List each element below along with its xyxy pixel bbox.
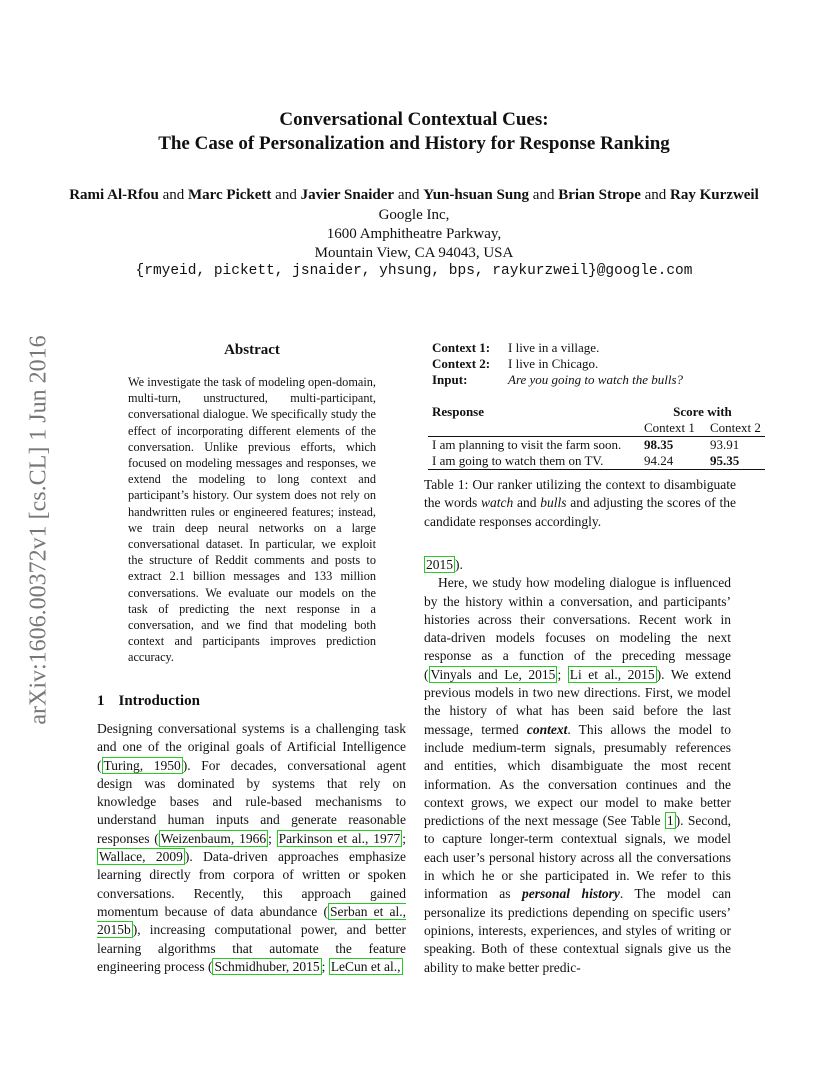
author-list: Rami Al-Rfou and Marc Pickett and Javier Snaider and Yun-hsuan Sung and Brian Strope and Ray Kurzweil [69,187,759,203]
author: Rami Al-Rfou [69,187,159,203]
citation-link[interactable]: LeCun et al., [330,958,401,974]
abstract-heading: Abstract [224,342,280,358]
author: Marc Pickett [187,187,272,203]
intro-paragraph-left: Designing conversational systems is a challenging task and one of the original goals of Artificial Intelligence ( Turing, 1950 ). For decades, conversational agent design was dominated by systems that rely on knowledge bases and rule-based mechanisms to understand human inputs and generate reasonable responses ( Weizenbaum, 1966 ; Parkinson et al., 1977 ; Wallace, 2009 ). Data-driven approaches emphasize learning directly from corpora of written or spoken conversations. Recently, this approach gained momentum because of data abundance ( Serban et al., 2015b ), increasing computational power, and better learning algorithms that automate the feature engineering process ( Schmidhuber, 2015 ; LeCun et al., [97,721,406,974]
arxiv-stamp: arXiv:1606.00372v1 [cs.CL] 1 Jun 2016 [25,335,52,725]
title-line-1: Conversational Contextual Cues: [279,109,549,130]
author: Ray Kurzweil [670,187,759,203]
citation-link[interactable]: Turing, 1950 [103,757,181,773]
author: Yun-hsuan Sung [423,187,530,203]
table1-responses: Response Score with Context 1 Context 2 I am planning to visit the farm soon. 98.35 93.91 I am going to watch them on TV. 94.24 95.35 [428,404,770,470]
citation-link[interactable]: 2015 [426,557,453,572]
citation-link[interactable]: Wallace, 2009 [99,849,183,865]
author: Brian Strope [558,187,641,203]
table1-context: Context 1: I live in a village. Context 2: I live in Chicago. Input: Are you going to watch the bulls? [432,340,683,387]
citation-link[interactable]: Serban et al., 2015b [97,903,406,938]
paper-title [0,108,828,156]
abstract-body: We investigate the task of modeling open-domain, multi-turn, unstructured, multi-participant, conversational dialogue. We specifically study the effect of incorporating different elements of the conversation. Unlike previous efforts, which focused on modeling messages and responses, we extend the modeling to long context and participant’s history. Our system does not rely on handwritten rules or engineered features; instead, we train deep neural networks on a large conversational dataset. In particular, we exploit the structure of Reddit comments and posts to extract 2.1 billion messages and 133 million conversations. We evaluate our models on the task of predicting the next response in a conversation, and we find that modeling both context and participants improves prediction accuracy. [128,375,376,665]
table-row: I am going to watch them on TV. 94.24 95.35 [428,453,765,470]
author-emails: {rmyeid, pickett, jsnaider, yhsung, bps, raykurzweil}@google.com [135,263,693,279]
citation-link[interactable]: Parkinson et al., 1977 [278,830,401,846]
citation-link[interactable]: Vinyals and Le, 2015 [430,666,556,682]
table-reference-link[interactable]: 1 [666,813,674,829]
table1-caption: Table 1: Our ranker utilizing the context to disambiguate the words watch and bulls and adjusting the scores of the candidate responses accordingly. [424,477,736,529]
citation-link[interactable]: Li et al., 2015 [569,666,655,682]
table-row: I am planning to visit the farm soon. 98.35 93.91 [432,437,740,452]
affiliation: Google Inc, 1600 Amphitheatre Parkway, Mountain View, CA 94043, USA [314,207,514,261]
section-heading: 1 Introduction [97,693,200,709]
title-line-2: The Case of Personalization and History for Response Ranking [158,133,670,154]
citation-link[interactable]: Weizenbaum, 1966 [160,830,267,846]
citation-link[interactable]: Schmidhuber, 2015 [214,958,320,974]
intro-paragraph-right: 2015 ). Here, we study how modeling dialogue is influenced by the history within a conversation, and participants’ histories across their conversations. Recent work in data-driven models focuses on modeling the next response as a function of the preceding message ( Vinyals and Le, 2015 ; Li et al., 2015 ). We extend previous models in two new directions. First, we model the history of what has been said before the last message, termed context. This allows the model to include medium-term signals, presumably references and entities, which disambiguate the most recent information. As the conversation continues and the context grows, we expect our model to make better predictions of the next message (See Table 1 ). Second, to capture longer-term contextual signals, we model each user’s personal history across all the conversations in which he or she participated in. We refer to this information as personal history. The model can personalize its predictions depending on specific users’ opinions, interests, experiences, and styles of writing or speaking. Both of these contextual signals give us the ability to make better predic- [424,557,732,975]
author: Javier Snaider [300,187,395,203]
